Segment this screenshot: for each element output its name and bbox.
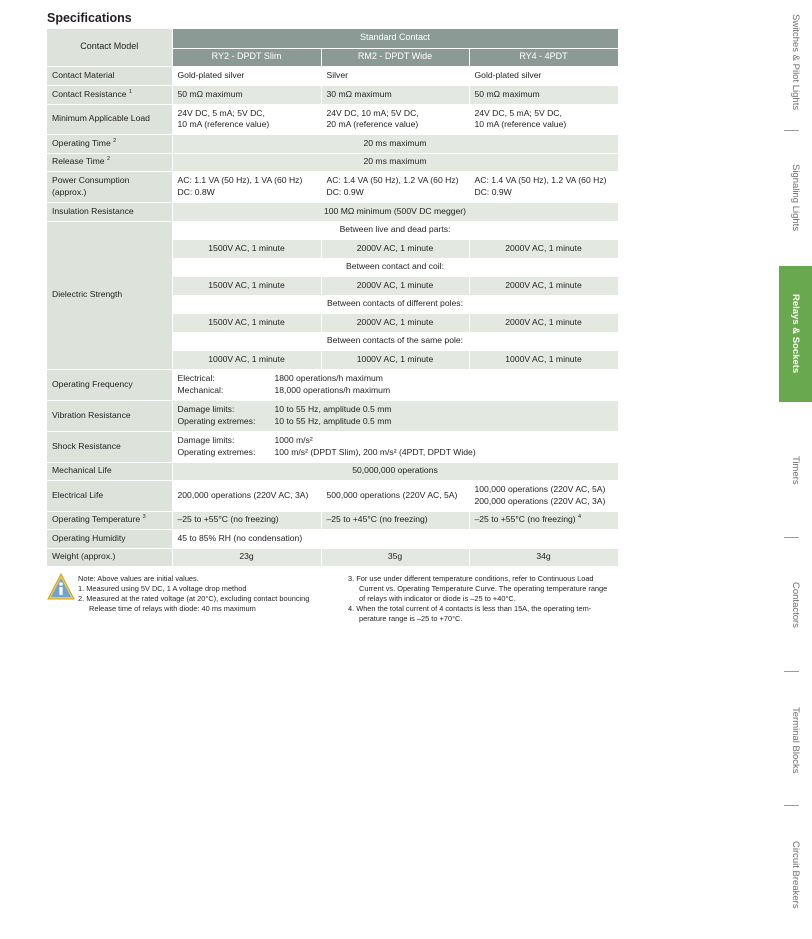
- note-line: Note: Above values are initial values.: [78, 574, 199, 583]
- table-cell: AC: 1.4 VA (50 Hz), 1.2 VA (60 Hz) DC: 0.9W: [321, 171, 469, 202]
- table-cell: 2000V AC, 1 minute: [321, 276, 469, 295]
- table-cell: 20 ms maximum: [172, 153, 618, 171]
- row-label: Weight (approx.): [47, 548, 172, 566]
- table-cell: 35g: [321, 548, 469, 566]
- table-cell: 1000V AC, 1 minute: [321, 350, 469, 369]
- table-cell: 24V DC, 10 mA; 5V DC, 20 mA (reference value): [321, 104, 469, 134]
- tab-relays-sockets[interactable]: Relays & Sockets: [779, 266, 812, 402]
- note-line: 2. Measured at the rated voltage (at 20°C), excluding contact bouncing: [78, 593, 310, 603]
- header-col-rm2: RM2 - DPDT Wide: [321, 48, 469, 66]
- row-label: Release Time $^2$: [47, 153, 172, 171]
- table-cell: 20 ms maximum: [172, 134, 618, 153]
- table-header-row: [47, 29, 618, 48]
- table-cell: –25 to +55°C (no freezing): [172, 511, 321, 529]
- note-line: Release time of relays with diode: 40 ms maximum: [89, 603, 256, 613]
- tab-divider: [784, 537, 799, 538]
- table-row: [47, 153, 618, 171]
- specifications-table: [47, 29, 619, 567]
- tab-terminal-blocks[interactable]: Terminal Blocks: [790, 706, 801, 774]
- row-label: Contact Resistance $^1$: [47, 85, 172, 104]
- note-line: 1. Measured using 5V DC, 1 A voltage drop method: [78, 583, 247, 593]
- note-line: Current vs. Operating Temperature Curve. The operating temperature range: [359, 583, 608, 593]
- row-label: Power Consumption (approx.): [47, 171, 172, 202]
- dielectric-group-title: Between contact and coil:: [172, 258, 618, 276]
- table-cell: 50 mΩ maximum: [172, 85, 321, 104]
- tab-divider: [784, 130, 799, 131]
- table-cell: –25 to +55°C (no freezing) $^4$: [469, 511, 618, 529]
- table-row: [47, 548, 618, 566]
- table-row: [47, 171, 618, 202]
- section-tabs-sidebar: [779, 0, 812, 939]
- table-cell: 500,000 operations (220V AC, 5A): [321, 480, 469, 511]
- row-label: Vibration Resistance: [47, 400, 172, 431]
- dielectric-group-title: Between contacts of the same pole:: [172, 332, 618, 350]
- row-label: Operating Frequency: [47, 369, 172, 400]
- notes-left: [78, 574, 348, 614]
- row-label: Contact Material: [47, 66, 172, 85]
- table-row: [47, 221, 618, 239]
- note-line: perature range is –25 to +70°C.: [359, 613, 463, 623]
- note-line: 4. When the total current of 4 contacts is less than 15A, the operating tem-: [348, 603, 592, 613]
- table-cell: Damage limits: 10 to 55 Hz, amplitude 0.5 mm Operating extremes: 10 to 55 Hz, amplitude 0.5 mm: [172, 400, 618, 431]
- tab-signaling-lights[interactable]: Signaling Lights: [790, 163, 801, 232]
- table-cell: Gold-plated silver: [172, 66, 321, 85]
- table-row: [47, 104, 618, 134]
- note-line: of relays with indicator or diode is –25 to +40°C.: [359, 593, 516, 603]
- table-cell: 200,000 operations (220V AC, 3A): [172, 480, 321, 511]
- table-cell: 2000V AC, 1 minute: [321, 239, 469, 258]
- note-line: 3. For use under different temperature conditions, refer to Continuous Load: [348, 574, 594, 583]
- row-label: Operating Time $^2$: [47, 134, 172, 153]
- notes-right: [348, 574, 618, 624]
- dielectric-group-title: Between contacts of different poles:: [172, 295, 618, 313]
- table-cell: 24V DC, 5 mA; 5V DC, 10 mA (reference value): [469, 104, 618, 134]
- table-row: [47, 511, 618, 529]
- table-cell: 1000V AC, 1 minute: [172, 350, 321, 369]
- table-cell: 2000V AC, 1 minute: [469, 313, 618, 332]
- table-cell: AC: 1.1 VA (50 Hz), 1 VA (60 Hz) DC: 0.8W: [172, 171, 321, 202]
- tab-circuit-breakers[interactable]: Circuit Breakers: [790, 841, 801, 909]
- tab-switches-pilot-lights[interactable]: Switches & Pilot Lights: [790, 14, 801, 111]
- footnote-ref: 3: [142, 514, 146, 521]
- row-label: Operating Humidity: [47, 529, 172, 548]
- footnote-ref: 2: [106, 156, 110, 163]
- table-cell: 45 to 85% RH (no condensation): [172, 529, 618, 548]
- table-cell: 50 mΩ maximum: [469, 85, 618, 104]
- tab-timers[interactable]: Timers: [790, 455, 801, 485]
- table-row: [47, 400, 618, 431]
- table-row: [47, 134, 618, 153]
- table-row: [47, 85, 618, 104]
- table-cell: 1500V AC, 1 minute: [172, 276, 321, 295]
- footnote-ref: 2: [113, 138, 117, 145]
- table-row: [47, 66, 618, 85]
- row-label: Electrical Life: [47, 480, 172, 511]
- table-row: [47, 431, 618, 462]
- warning-triangle-info-icon: [47, 573, 75, 601]
- table-row: [47, 369, 618, 400]
- table-cell: 23g: [172, 548, 321, 566]
- row-label: Shock Resistance: [47, 431, 172, 462]
- table-cell: Electrical: 1800 operations/h maximum Mechanical: 18,000 operations/h maximum: [172, 369, 618, 400]
- footnote-ref: 1: [128, 89, 132, 96]
- header-standard-contact: Standard Contact: [172, 29, 618, 48]
- table-cell: 30 mΩ maximum: [321, 85, 469, 104]
- table-cell: Gold-plated silver: [469, 66, 618, 85]
- table-row: [47, 462, 618, 480]
- footnote-ref: 4: [578, 514, 582, 521]
- header-contact-model: Contact Model: [47, 29, 172, 66]
- table-cell: Damage limits: 1000 m/s² Operating extremes: 100 m/s² (DPDT Slim), 200 m/s² (4PDT, DPDT Wide): [172, 431, 618, 462]
- row-label: Dielectric Strength: [47, 221, 172, 369]
- table-row: [47, 529, 618, 548]
- table-cell: 50,000,000 operations: [172, 462, 618, 480]
- table-cell: 2000V AC, 1 minute: [321, 313, 469, 332]
- table-cell: 100 MΩ minimum (500V DC megger): [172, 202, 618, 221]
- header-col-ry4: RY4 - 4PDT: [469, 48, 618, 66]
- table-cell: 1500V AC, 1 minute: [172, 313, 321, 332]
- table-cell: 34g: [469, 548, 618, 566]
- table-cell: 1000V AC, 1 minute: [469, 350, 618, 369]
- tab-divider: [784, 671, 799, 672]
- table-cell: AC: 1.4 VA (50 Hz), 1.2 VA (60 Hz) DC: 0.9W: [469, 171, 618, 202]
- tab-contactors[interactable]: Contactors: [790, 582, 801, 628]
- table-cell: 100,000 operations (220V AC, 5A) 200,000 operations (220V AC, 3A): [469, 480, 618, 511]
- dielectric-group-title: Between live and dead parts:: [172, 221, 618, 239]
- table-cell: 24V DC, 5 mA; 5V DC, 10 mA (reference value): [172, 104, 321, 134]
- table-row: [47, 480, 618, 511]
- row-label: Mechanical Life: [47, 462, 172, 480]
- table-cell: 1500V AC, 1 minute: [172, 239, 321, 258]
- row-label: Minimum Applicable Load: [47, 104, 172, 134]
- row-label: Operating Temperature $^3$: [47, 511, 172, 529]
- table-cell: 2000V AC, 1 minute: [469, 276, 618, 295]
- table-cell: Silver: [321, 66, 469, 85]
- tab-divider: [784, 805, 799, 806]
- table-row: [47, 202, 618, 221]
- table-cell: –25 to +45°C (no freezing): [321, 511, 469, 529]
- header-col-ry2: RY2 - DPDT Slim: [172, 48, 321, 66]
- page-title: Specifications: [47, 11, 132, 25]
- row-label: Insulation Resistance: [47, 202, 172, 221]
- table-cell: 2000V AC, 1 minute: [469, 239, 618, 258]
